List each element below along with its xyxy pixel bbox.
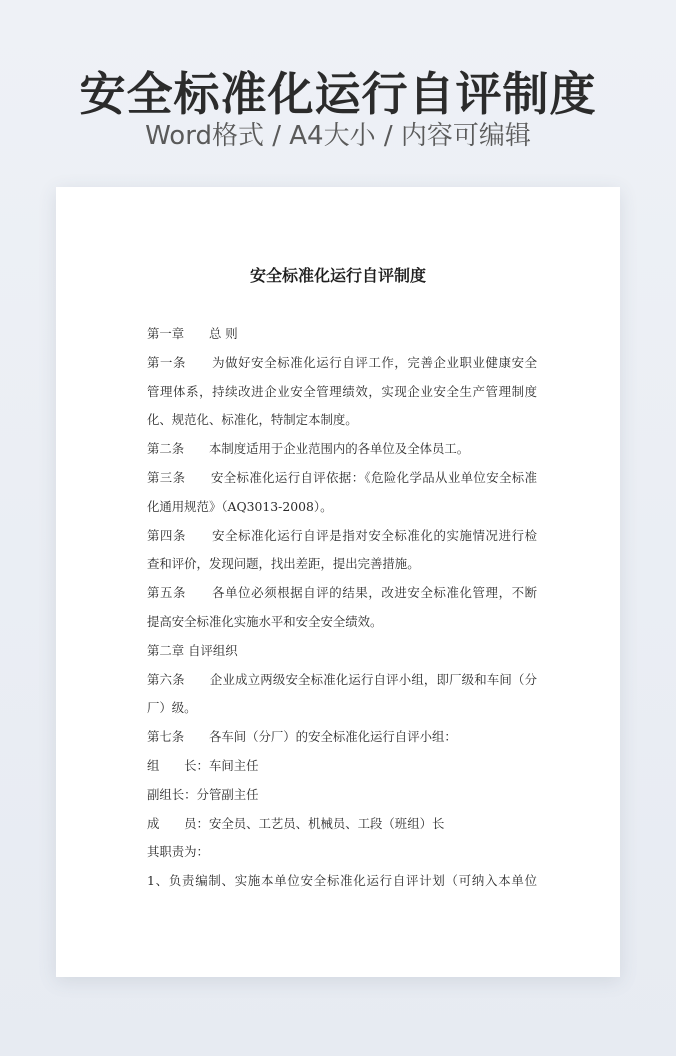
body-line: 第七条 各车间（分厂）的安全标准化运行自评小组： xyxy=(147,729,457,745)
body-line: 化、规范化、标准化，特制定本制度。 xyxy=(147,412,358,428)
body-line: 第一条 为做好安全标准化运行自评工作，完善企业职业健康安全 xyxy=(147,354,537,370)
body-line: 组 长：车间主任 xyxy=(147,757,259,773)
banner-title: 安全标准化运行自评制度 xyxy=(79,67,597,121)
body-line: 副组长：分管副主任 xyxy=(147,786,259,802)
document-title: 安全标准化运行自评制度 xyxy=(249,266,426,285)
body-line: 化通用规范》（AQ3013-2008）。 xyxy=(147,498,333,514)
body-line: 厂）级。 xyxy=(147,700,197,716)
body-line: 第三条 安全标准化运行自评依据：《危险化学品从业单位安全标准 xyxy=(147,469,537,485)
body-line: 1、负责编制、实施本单位安全标准化运行自评计划（可纳入本单位 xyxy=(147,873,537,889)
body-line: 提高安全标准化实施水平和安全安全绩效。 xyxy=(147,613,383,629)
body-line: 第一章 总 则 xyxy=(147,326,238,341)
body-line: 第二章 自评组织 xyxy=(147,642,238,658)
body-line: 第二条 本制度适用于企业范围内的各单位及全体员工。 xyxy=(147,441,470,457)
body-line: 第六条 企业成立两级安全标准化运行自评小组，即厂级和车间（分 xyxy=(147,671,537,687)
body-line: 查和评价，发现问题，找出差距，提出完善措施。 xyxy=(147,556,420,572)
banner-subtitle: Word格式 / A4大小 / 内容可编辑 xyxy=(145,121,531,151)
body-line: 其职责为： xyxy=(147,844,209,860)
body-line: 第四条 安全标准化运行自评是指对安全标准化的实施情况进行检 xyxy=(147,527,537,543)
document-page xyxy=(56,187,620,977)
body-line: 成 员：安全员、工艺员、机械员、工段（班组）长 xyxy=(147,815,445,831)
document-body xyxy=(147,320,537,896)
body-line: 第五条 各单位必须根据自评的结果，改进安全标准化管理，不断 xyxy=(147,585,537,601)
body-line: 管理体系，持续改进企业安全管理绩效，实现企业安全生产管理制度 xyxy=(147,383,537,399)
